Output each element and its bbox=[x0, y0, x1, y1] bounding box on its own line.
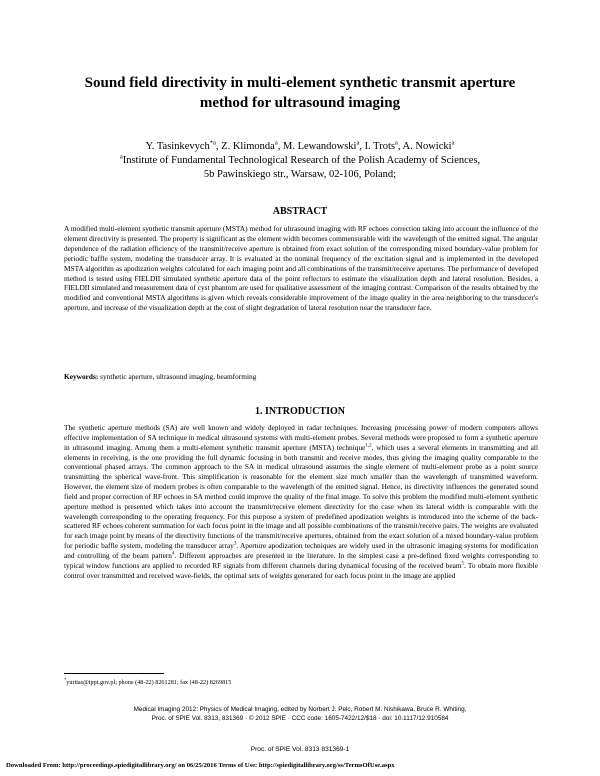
section-heading-introduction: 1. INTRODUCTION bbox=[254, 406, 345, 417]
intro-text-part: . To obtain more flexible control over transmitted and received wave-fields, the optimal sets of weights generated for each focus point in the image are applied bbox=[64, 560, 538, 580]
citation-mark: 5 bbox=[461, 561, 465, 567]
abstract-heading: ABSTRACT bbox=[272, 206, 328, 217]
citation-mark: 1,2 bbox=[365, 443, 372, 449]
author-name: A. Nowicki bbox=[402, 141, 452, 152]
conference-line-2: Proc. of SPIE Vol. 8313, 831369 · © 2012 SPIE · CCC code: 1605-7422/12/$18 · doi: 10.1117/12.910584 bbox=[151, 714, 449, 722]
intro-text-part: . Aperture apodization techniques are widely used in the ultrasonic imaging systems for modification and controlling of the beam pattern bbox=[64, 541, 539, 560]
citation-mark: 3 bbox=[233, 541, 237, 547]
author-name: M. Lewandowski bbox=[282, 141, 357, 152]
abstract-text: A modified multi-element synthetic transmit aperture (MSTA) method for ultrasound imaging with RF echoes correction taking into account the influence of the element directivity is presented. The property is significant as the element width becomes commensurable with the wavelength of the emitted signal. The angular dependence of the radiation efficiency of the transmit/receive aperture is obtained from exact solution of the corresponding mixed boundary-value problem for periodic baffle system, modeling the transducer array. It is evaluated at the nominal frequency of the excitation signal and is implemented in the developed MSTA algorithm as apodization weights calculated for each imaging point and all combinations of the transmit/receive apertures. The performance of developed method is tested using FIELDII simulated synthetic aperture data of the point reflectors to estimate the visualization depth and lateral resolution. Besides, a FIELDII simulated and measurement data of cyst phantom are used for qualitative assessment of the imaging contrast. Comparison of the results obtained by the modified and conventional MSTA algorithms is given which reveals considerable improvement of the image quality in the area neighboring to the transducer's aperture, and increase of the visualization depth at the cost of slight degradation of lateral resolution near the transducer face. bbox=[64, 224, 538, 313]
author-block bbox=[60, 140, 540, 182]
author-name: Z. Klimonda bbox=[221, 141, 275, 152]
author-affiliation-mark: *a bbox=[209, 139, 216, 147]
intro-text-part: . Different approaches are presented in the literature. In the simplest case a pre-defined fixed weights corresponding to typical window functions are applied to recorded RF signals from different channels during dynamical focusing of the received beam bbox=[64, 550, 539, 570]
footnote bbox=[64, 676, 538, 687]
affiliation bbox=[60, 154, 540, 168]
paper-title bbox=[60, 73, 540, 113]
author-affiliation-mark: a bbox=[356, 139, 360, 147]
affiliation-text: Institute of Fundamental Technological Research of the Polish Academy of Sciences, bbox=[122, 155, 481, 166]
footnote-mark: * bbox=[64, 676, 67, 682]
citation-mark: 4 bbox=[171, 551, 175, 557]
intro-text-part: , which uses a several elements in transmitting and all elements in receiving, is the one providing the full dynamic focusing in both transmit and receive modes, thus giving the imaging quality comparable to the conventional phased arrays. The common approach to the SA in medical ultrasound assumes the single element of multi-element probe as a point source transmitting the spherical wave-front. This simplification is reasonable for the element size much smaller than the wavelength of transmitted waveform. However, the element size of modern probes is often comparable to the wavelength of the emitted signal. Hence, its directivity influences the generated sound field and proper correction of RF echoes in SA method could improve the quality of the final image. To solve this problem the modified multi-element synthetic aperture method is presented which takes into account the transmit/receive element directivity for the case when its lateral width is comparable with the wavelength corresponding to the operating frequency. For this purpose a system of predefined apodization weights is introduced into the scheme of the back-scattered RF echoes coherent summation for each focus point in the image and all possible combinations of the transmit/receive pairs. The weights are evaluated for each image point by means of the directivity functions of the transmit/receive apertures, obtained from the exact solution of a mixed boundary-value problem for periodic baffle system, modeling the transducer array bbox=[64, 442, 538, 551]
title-line-2: method for ultrasound imaging bbox=[199, 95, 401, 111]
author-name: I. Trots bbox=[364, 141, 395, 152]
conference-line-1: Medical Imaging 2012: Physics of Medical Imaging, edited by Norbert J. Pelc, Robert M. Nishikawa, Bruce R. Whiting, bbox=[133, 706, 467, 713]
affiliation-mark: a bbox=[119, 153, 123, 161]
author-affiliation-mark: a bbox=[394, 139, 398, 147]
keywords bbox=[64, 372, 538, 382]
author-name: Y. Tasinkevych bbox=[145, 141, 210, 152]
introduction-paragraph bbox=[64, 423, 538, 581]
conference-info bbox=[60, 706, 540, 723]
footnote-text: yuritas@ippt.gov.pl; phone (48-22) 8261281; fax (48-22) 8269815 bbox=[66, 679, 232, 686]
keywords-label: Keywords: bbox=[64, 372, 99, 381]
page-footer: Proc. of SPIE Vol. 8313 831369-1 bbox=[250, 746, 350, 753]
affiliation-address: 5b Pawinskiego str., Warsaw, 02-106, Poland; bbox=[203, 169, 397, 180]
title-line-1: Sound field directivity in multi-element synthetic transmit aperture bbox=[84, 75, 516, 91]
intro-text-part: The synthetic aperture methods (SA) are well known and widely deployed in radar techniques. Increasing processing power of modern computers allows effective implementation of SA technique in medical ultrasound systems with multi-element probes. Several methods were proposed to form a synthetic aperture in ultrasound imaging. Among them a multi-element synthetic transmit aperture (MSTA) technique bbox=[64, 423, 538, 452]
footnote-divider bbox=[64, 673, 164, 674]
keywords-text: synthetic aperture, ultrasound imaging, beamforming bbox=[98, 372, 257, 381]
author-affiliation-mark: a bbox=[451, 139, 455, 147]
author-list: Y. Tasinkevych$^{*a}$, Z. Klimonda$^a$, M. Lewandowski$^a$, I. Trots$^a$, A. Nowicki$^a$ bbox=[145, 139, 455, 152]
author-affiliation-mark: a bbox=[274, 139, 278, 147]
download-notice: Downloaded From: http://proceedings.spiedigitallibrary.org/ on 06/25/2016 Terms of Use: http://spiedigitallibrary.org/ss/TermsOfUse.aspx bbox=[6, 762, 395, 769]
